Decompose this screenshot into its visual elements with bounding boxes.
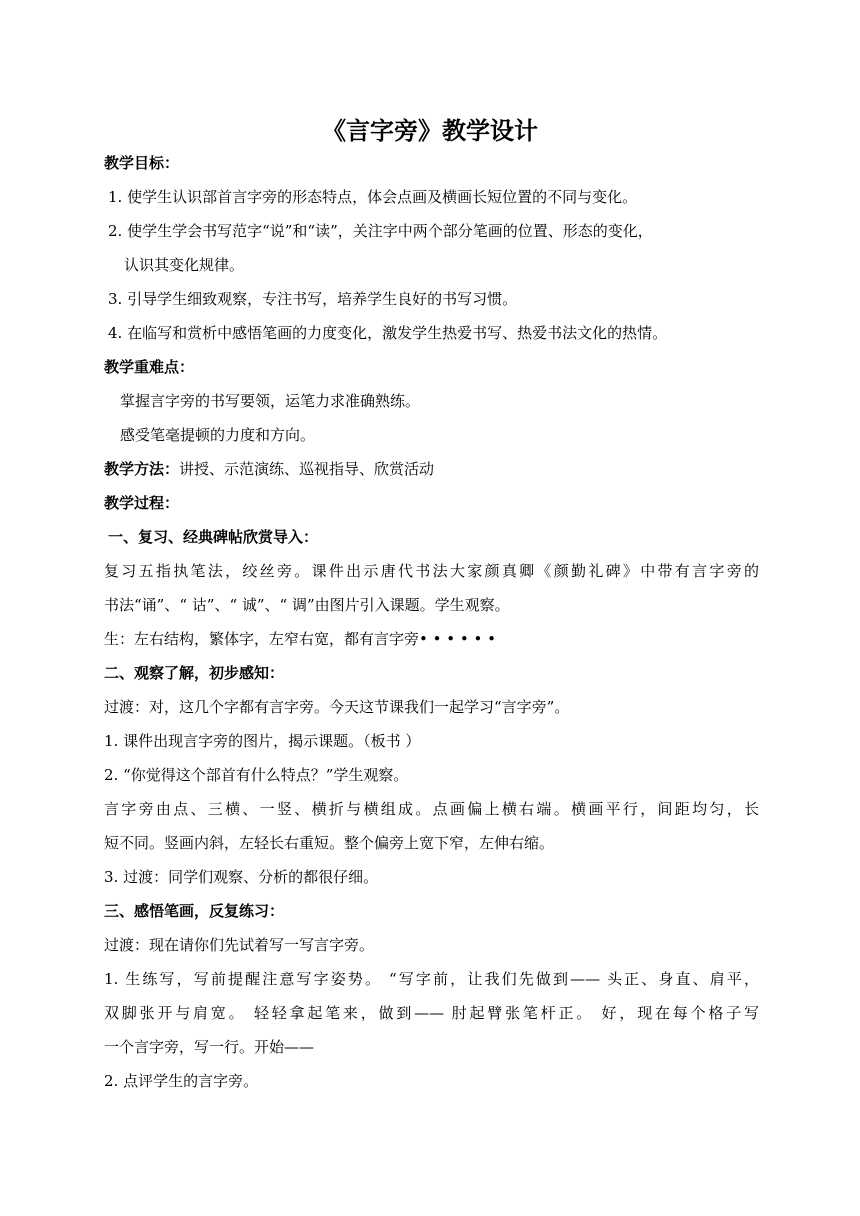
key-points-heading: 教学重难点： [104, 358, 195, 376]
process-heading: 教学过程： [104, 494, 180, 512]
part1-line-3: 生：左右结构，繁体字，左窄右宽，都有言字旁• • • • • • [104, 630, 496, 648]
part1-line-2: 书法“诵”、“ 诂”、“ 诚”、“ 调”由图片引入课题。学生观察。 [104, 596, 510, 614]
part3-line-1: 过渡：现在请你们先试着写一写言字旁。 [104, 936, 375, 954]
goal-item-3: 3. 引导学生细致观察，专注书写，培养学生良好的书写习惯。 [108, 290, 518, 308]
part1-heading: 一、复习、经典碑帖欣赏导入： [108, 528, 319, 546]
part3-line-5: 2. 点评学生的言字旁。 [104, 1072, 259, 1090]
part2-line-6: 3. 过渡：同学们观察、分析的都很仔细。 [104, 868, 379, 886]
goals-heading: 教学目标： [104, 154, 180, 172]
part3-line-4: 一个言字旁，写一行。开始—— [104, 1038, 315, 1056]
part1-line-1: 复习五指执笔法，绞丝旁。课件出示唐代书法大家颜真卿《颜勤礼碑》中带有言字旁的 [104, 562, 759, 580]
part2-heading: 二、观察了解，初步感知： [104, 664, 285, 682]
part2-line-5: 短不同。竖画内斜，左轻长右重短。整个偏旁上宽下窄，左伸右缩。 [104, 834, 555, 852]
part2-line-4: 言字旁由点、三横、一竖、横折与横组成。点画偏上横右端。横画平行，间距均匀，长 [104, 800, 759, 818]
goal-item-2: 2. 使学生学会书写范字“说”和“读”，关注字中两个部分笔画的位置、形态的变化， [108, 222, 653, 240]
document-title: 《言字旁》教学设计 [322, 117, 538, 145]
goal-item-1: 1. 使学生认识部首言字旁的形态特点，体会点画及横画长短位置的不同与变化。 [108, 188, 638, 206]
goal-item-4: 4. 在临写和赏析中感悟笔画的力度变化，激发学生热爱书写、热爱书法文化的热情。 [108, 324, 668, 342]
part2-line-1: 过渡：对，这几个字都有言字旁。今天这节课我们一起学习“言字旁”。 [104, 698, 570, 716]
part3-line-2: 1. 生练写，写前提醒注意写字姿势。 “写字前，让我们先做到—— 头正、身直、肩平， [104, 970, 759, 988]
part2-line-2: 1. 课件出现言字旁的图片，揭示课题。（板书 ） [104, 732, 421, 750]
goal-item-2-cont: 认识其变化规律。 [124, 256, 245, 274]
key-point-1: 掌握言字旁的书写要领，运笔力求准确熟练。 [120, 392, 421, 410]
methods-text: 讲授、示范演练、巡视指导、欣赏活动 [179, 460, 435, 478]
key-point-2: 感受笔毫提顿的力度和方向。 [120, 426, 316, 444]
methods-heading: 教学方法： [104, 460, 180, 478]
methods-line [104, 459, 434, 479]
part3-heading: 三、感悟笔画，反复练习： [104, 902, 285, 920]
part3-line-3: 双脚张开与肩宽。 轻轻拿起笔来，做到—— 肘起臂张笔杆正。 好，现在每个格子写 [104, 1004, 759, 1022]
part2-line-3: 2. “你觉得这个部首有什么特点？”学生观察。 [104, 766, 409, 784]
